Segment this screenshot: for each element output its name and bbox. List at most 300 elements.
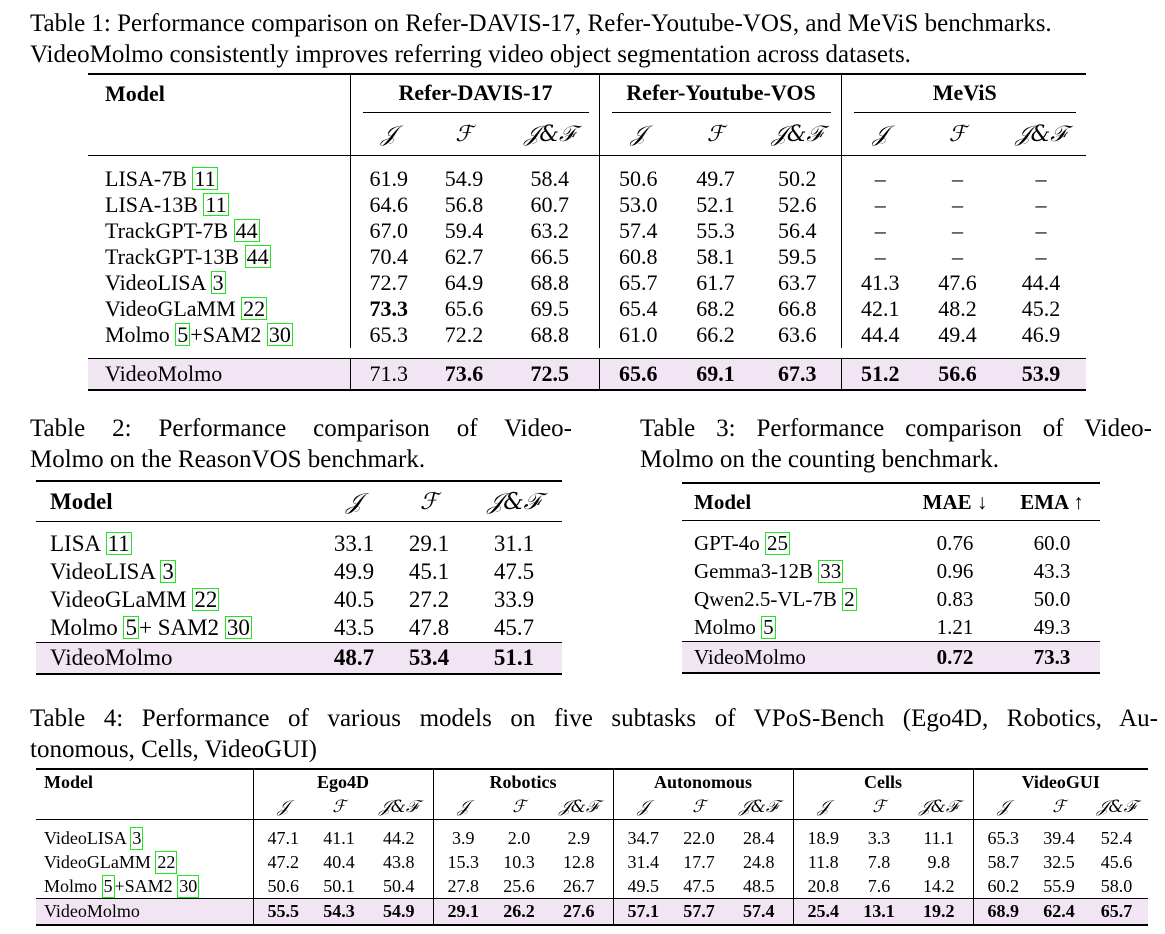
value-cell: – xyxy=(841,218,919,244)
value-cell: 2.0 xyxy=(493,820,545,851)
value-cell: 20.8 xyxy=(793,874,853,899)
table1-metric-header-row xyxy=(88,113,1086,156)
value-cell: 66.2 xyxy=(696,322,735,347)
value-cell: 22.0 xyxy=(673,820,725,851)
value-cell: – xyxy=(841,192,919,218)
value-cell: 7.6 xyxy=(867,875,891,896)
highlight-row xyxy=(36,899,1148,926)
metric-header: 𝒥 xyxy=(793,795,853,820)
value-cell: 60.7 xyxy=(530,192,569,217)
value-cell: 66.8 xyxy=(778,296,817,321)
model-name: VideoGLaMM xyxy=(105,296,236,321)
citation: 11 xyxy=(194,166,216,191)
model-joiner: + SAM2 xyxy=(138,615,220,640)
value-cell: 71.3 xyxy=(350,359,427,391)
metric-header: 𝒥 xyxy=(433,795,493,820)
value-cell: 29.1 xyxy=(433,899,493,926)
citation: 25 xyxy=(767,530,788,555)
value-cell: 61.9 xyxy=(350,156,427,193)
table1-caption-line1: Table 1: Performance comparison on Refer-DAVIS-17, Refer-Youtube-VOS, and MeViS benchmarks. xyxy=(30,10,1052,37)
value-cell: 47.2 xyxy=(253,850,313,874)
value-cell: 56.6 xyxy=(919,359,996,391)
metric-header: ℱ xyxy=(1052,797,1066,817)
model-name: Molmo xyxy=(694,614,756,639)
metric-header: 𝒥&ℱ xyxy=(524,121,576,147)
value-cell: 68.2 xyxy=(696,296,735,321)
value-cell: 66.5 xyxy=(530,244,569,269)
spacer xyxy=(88,348,1086,359)
value-cell: 56.4 xyxy=(778,218,817,243)
value-cell: 10.3 xyxy=(503,851,535,872)
table1-group-header-row xyxy=(88,74,1086,113)
value-cell: – xyxy=(952,244,963,269)
model-cell xyxy=(682,521,906,558)
value-cell: 72.2 xyxy=(444,322,484,347)
value-cell: 57.4 xyxy=(725,899,793,926)
value-cell: 73.6 xyxy=(427,359,501,391)
model-name: LISA-7B xyxy=(105,166,187,191)
model-name: LISA-13B xyxy=(105,192,198,217)
value-cell: 53.4 xyxy=(392,643,466,675)
value-cell: 47.8 xyxy=(408,615,450,640)
group-header: Cells xyxy=(793,769,973,795)
metric-header: 𝒥 xyxy=(841,113,919,156)
value-cell: 0.76 xyxy=(936,530,974,555)
model-name: TrackGPT-7B xyxy=(105,218,229,243)
model-cell xyxy=(682,557,906,585)
table-row xyxy=(36,874,1148,899)
group-header-label: Refer-Youtube-VOS xyxy=(612,76,831,113)
model-cell: VideoMolmo xyxy=(682,642,906,674)
metric-header: 𝒥&ℱ xyxy=(1096,797,1137,817)
group-header-label: MeViS xyxy=(854,76,1077,113)
value-cell: – xyxy=(919,156,996,193)
value-cell: 55.9 xyxy=(1043,875,1075,896)
table-row xyxy=(88,218,1086,244)
model-cell xyxy=(88,244,350,270)
table-row xyxy=(682,613,1100,642)
value-cell: 41.1 xyxy=(313,820,365,851)
value-cell: 12.8 xyxy=(563,851,595,872)
empty-cell xyxy=(88,113,350,156)
table-row xyxy=(88,156,1086,193)
group-header: Autonomous xyxy=(613,769,793,795)
value-cell: – xyxy=(1035,244,1047,269)
value-cell: 15.3 xyxy=(433,850,493,874)
table4-metric-header-row xyxy=(36,795,1148,820)
value-cell: 49.3 xyxy=(1033,614,1071,639)
citation: 30 xyxy=(226,615,250,640)
citation: 5 xyxy=(763,614,774,639)
highlight-row xyxy=(36,643,562,675)
metric-header: ℱ xyxy=(332,797,346,817)
value-cell: 7.8 xyxy=(867,851,891,872)
metric-header: 𝒥 xyxy=(973,795,1033,820)
metric-header: 𝒥&ℱ xyxy=(771,121,823,147)
model-name: Molmo xyxy=(44,875,98,896)
group-header xyxy=(599,74,841,113)
value-cell: 60.8 xyxy=(599,244,677,270)
table-row xyxy=(682,521,1100,558)
citation: 22 xyxy=(243,296,266,321)
metric-header: ℱ xyxy=(392,481,466,522)
value-cell: 26.7 xyxy=(563,875,595,896)
value-cell: 58.0 xyxy=(1100,875,1133,896)
table3 xyxy=(682,482,1100,674)
table-row xyxy=(88,296,1086,322)
table-row xyxy=(88,322,1086,348)
citation: 3 xyxy=(212,270,224,295)
value-cell: 24.8 xyxy=(743,851,775,872)
value-cell: 69.5 xyxy=(530,296,569,321)
model-name: VideoGLaMM xyxy=(50,587,187,612)
table-row xyxy=(682,557,1100,585)
value-cell: 57.7 xyxy=(673,899,725,926)
value-cell: 11.8 xyxy=(793,850,853,874)
value-cell: 47.5 xyxy=(493,559,535,584)
value-cell: 25.6 xyxy=(503,875,535,896)
value-cell: 58.7 xyxy=(973,850,1033,874)
citation: 5 xyxy=(125,615,137,640)
citation: 22 xyxy=(157,851,176,872)
value-cell: 45.7 xyxy=(493,615,535,640)
value-cell: 67.3 xyxy=(754,359,841,391)
table4-group-header-row xyxy=(36,769,1148,795)
value-cell: 65.7 xyxy=(599,270,677,296)
value-cell: – xyxy=(1035,192,1047,217)
value-cell: 47.5 xyxy=(683,875,715,896)
value-cell: 50.4 xyxy=(383,875,415,896)
model-name: Gemma3-12B xyxy=(694,558,813,583)
model-joiner: +SAM2 xyxy=(114,875,173,896)
table4 xyxy=(36,768,1148,926)
citation: 5 xyxy=(177,322,189,347)
value-cell: 49.5 xyxy=(613,874,673,899)
value-cell: 50.0 xyxy=(1033,586,1071,611)
value-cell: 49.4 xyxy=(938,322,977,347)
metric-header: ℱ xyxy=(706,121,725,147)
value-cell: 59.4 xyxy=(444,218,484,243)
table-row xyxy=(36,850,1148,874)
table-row xyxy=(36,558,562,586)
value-cell: – xyxy=(996,156,1086,193)
metric-header: ℱ xyxy=(872,797,886,817)
value-cell: 62.7 xyxy=(444,244,484,269)
metric-header: 𝒥 xyxy=(599,113,677,156)
value-cell: 63.2 xyxy=(530,218,569,243)
model-name: VideoLISA xyxy=(50,559,155,584)
table2-caption-line2: Molmo on the ReasonVOS benchmark. xyxy=(30,446,426,473)
model-name: VideoLISA xyxy=(44,827,126,848)
value-cell: 27.8 xyxy=(433,874,493,899)
citation: 11 xyxy=(107,531,130,556)
table2 xyxy=(36,480,562,675)
value-cell: 17.7 xyxy=(683,851,715,872)
table2-header-row xyxy=(36,481,562,522)
value-cell: 41.3 xyxy=(841,270,919,296)
citation: 22 xyxy=(194,587,218,612)
value-cell: 43.5 xyxy=(333,615,375,640)
metric-header: 𝒥 xyxy=(253,795,313,820)
value-cell: – xyxy=(952,218,963,243)
model-cell xyxy=(88,192,350,218)
value-cell: 72.5 xyxy=(501,359,599,391)
table-row xyxy=(682,585,1100,613)
value-cell: 70.4 xyxy=(350,244,427,270)
table2-caption xyxy=(30,413,572,475)
group-header xyxy=(350,74,599,113)
table-row xyxy=(36,586,562,614)
value-cell: 48.5 xyxy=(743,875,775,896)
metric-header: 𝒥 xyxy=(316,481,392,522)
table3-header-row xyxy=(682,483,1100,521)
value-cell: 33.1 xyxy=(333,531,375,556)
citation: 3 xyxy=(162,559,174,584)
value-cell: 50.6 xyxy=(253,874,313,899)
value-cell: 65.4 xyxy=(599,296,677,322)
model-name: TrackGPT-13B xyxy=(105,244,240,269)
value-cell: 60.2 xyxy=(973,874,1033,899)
model-cell: VideoMolmo xyxy=(36,899,253,926)
model-cell xyxy=(36,586,316,614)
model-cell: VideoMolmo xyxy=(88,359,350,391)
model-name: Molmo xyxy=(50,615,118,640)
value-cell: 68.9 xyxy=(973,899,1033,926)
model-name: Molmo xyxy=(105,322,170,347)
table-row xyxy=(88,244,1086,270)
model-cell xyxy=(88,296,350,322)
value-cell: 65.7 xyxy=(1085,899,1148,926)
value-cell: 11.1 xyxy=(905,820,973,851)
value-cell: 52.6 xyxy=(778,192,817,217)
metric-header: ℱ xyxy=(512,797,526,817)
table-row xyxy=(36,614,562,643)
value-cell: 2.9 xyxy=(545,820,613,851)
value-cell: 14.2 xyxy=(923,875,955,896)
spacer-row xyxy=(88,348,1086,359)
model-cell xyxy=(682,585,906,613)
model-cell xyxy=(36,614,316,643)
value-cell: 65.3 xyxy=(973,820,1033,851)
model-cell xyxy=(36,850,253,874)
value-cell: 40.5 xyxy=(333,587,375,612)
metric-header: 𝒥&ℱ xyxy=(919,797,959,817)
value-cell: 63.7 xyxy=(778,270,817,295)
citation: 11 xyxy=(205,192,227,217)
table1-caption xyxy=(30,8,1158,70)
value-cell: 64.6 xyxy=(350,192,427,218)
value-cell: 42.1 xyxy=(841,296,919,322)
citation: 30 xyxy=(268,322,291,347)
model-name: GPT-4o xyxy=(694,530,760,555)
value-cell: – xyxy=(1035,218,1047,243)
group-header: Robotics xyxy=(433,769,613,795)
value-cell: 72.7 xyxy=(350,270,427,296)
group-header-label: Refer-DAVIS-17 xyxy=(363,76,589,113)
metric-header: 𝒥&ℱ xyxy=(1015,121,1067,147)
value-cell: 3.3 xyxy=(853,820,905,851)
value-cell: 9.8 xyxy=(927,851,950,872)
citation: 44 xyxy=(246,244,269,269)
model-cell xyxy=(36,558,316,586)
value-cell: – xyxy=(841,244,919,270)
value-cell: 67.0 xyxy=(350,218,427,244)
value-cell: 44.4 xyxy=(1021,270,1061,295)
metric-header: ℱ xyxy=(948,121,967,147)
value-cell: 0.72 xyxy=(906,642,1004,674)
value-cell: 45.6 xyxy=(1100,851,1133,872)
value-cell: 49.9 xyxy=(333,559,375,584)
value-cell: 3.9 xyxy=(433,820,493,851)
table3-caption xyxy=(640,413,1152,475)
value-cell: 39.4 xyxy=(1033,820,1085,851)
value-cell: 61.7 xyxy=(696,270,735,295)
model-name: Qwen2.5-VL-7B xyxy=(694,586,837,611)
value-cell: 44.2 xyxy=(365,820,433,851)
model-cell xyxy=(36,820,253,851)
value-cell: 60.0 xyxy=(1033,530,1071,555)
group-header xyxy=(841,74,1086,113)
value-cell: 55.5 xyxy=(253,899,313,926)
value-cell: 27.2 xyxy=(408,587,450,612)
value-cell: 58.1 xyxy=(696,244,735,269)
table4-caption-line1: Table 4: Performance of various models on five subtasks of VPoS-Bench (Ego4D, Robotics, Au- xyxy=(30,705,1158,732)
metric-header: ℱ xyxy=(455,121,473,147)
highlight-row xyxy=(88,359,1086,391)
value-cell: 68.8 xyxy=(530,270,569,295)
model-header: Model xyxy=(682,483,906,521)
value-cell: 49.7 xyxy=(677,156,754,193)
value-cell: 13.1 xyxy=(853,899,905,926)
value-cell: 28.4 xyxy=(725,820,793,851)
model-header: Model xyxy=(36,481,316,522)
table2-caption-line1: Table 2: Performance comparison of Video- xyxy=(30,415,572,442)
citation: 5 xyxy=(103,875,113,896)
table4-caption xyxy=(30,703,1158,765)
value-cell: 63.6 xyxy=(778,322,817,347)
metric-header: 𝒥&ℱ xyxy=(379,797,419,817)
value-cell: 51.1 xyxy=(466,643,562,675)
value-cell: 50.6 xyxy=(599,156,677,193)
metric-header: MAE ↓ xyxy=(906,483,1004,521)
value-cell: 53.0 xyxy=(599,192,677,218)
value-cell: 53.9 xyxy=(996,359,1086,391)
value-cell: 73.3 xyxy=(350,296,427,322)
table-row xyxy=(88,192,1086,218)
value-cell: 45.1 xyxy=(408,559,450,584)
value-cell: 46.9 xyxy=(1021,322,1061,347)
value-cell: 27.6 xyxy=(545,899,613,926)
model-name: LISA xyxy=(50,531,100,556)
metric-header: ℱ xyxy=(692,797,706,817)
table3-caption-line2: Molmo on the counting benchmark. xyxy=(640,446,999,473)
value-cell: 50.2 xyxy=(754,156,841,193)
value-cell: 50.1 xyxy=(323,875,355,896)
metric-header: 𝒥&ℱ xyxy=(466,481,562,522)
value-cell: 57.1 xyxy=(613,899,673,926)
model-cell xyxy=(36,522,316,559)
table-row xyxy=(36,820,1148,851)
citation: 2 xyxy=(844,586,855,611)
value-cell: 68.8 xyxy=(530,322,569,347)
table4-caption-line2: tonomous, Cells, VideoGUI) xyxy=(30,736,317,763)
group-header: Ego4D xyxy=(253,769,433,795)
value-cell: 64.9 xyxy=(444,270,484,295)
empty-cell xyxy=(36,795,253,820)
value-cell: 43.3 xyxy=(1033,558,1071,583)
value-cell: 58.4 xyxy=(501,156,599,193)
value-cell: 55.3 xyxy=(696,218,735,243)
value-cell: 56.8 xyxy=(444,192,484,217)
value-cell: 65.6 xyxy=(444,296,484,321)
table1-caption-line2: VideoMolmo consistently improves referring video object segmentation across datasets. xyxy=(30,41,911,68)
value-cell: 47.6 xyxy=(938,270,977,295)
citation: 3 xyxy=(132,827,142,848)
value-cell: 26.2 xyxy=(493,899,545,926)
metric-header: 𝒥&ℱ xyxy=(739,797,779,817)
value-cell: 59.5 xyxy=(778,244,817,269)
value-cell: 65.6 xyxy=(599,359,677,391)
value-cell: 31.4 xyxy=(613,850,673,874)
model-cell xyxy=(88,270,350,296)
model-name: VideoGLaMM xyxy=(44,851,151,872)
value-cell: 29.1 xyxy=(408,531,450,556)
value-cell: 47.1 xyxy=(253,820,313,851)
metric-header: EMA ↑ xyxy=(1004,483,1100,521)
value-cell: 44.4 xyxy=(841,322,919,348)
model-cell xyxy=(88,218,350,244)
value-cell: 51.2 xyxy=(841,359,919,391)
value-cell: 33.9 xyxy=(493,587,535,612)
value-cell: 45.2 xyxy=(1021,296,1061,321)
group-header: VideoGUI xyxy=(973,769,1148,795)
value-cell: 54.3 xyxy=(313,899,365,926)
model-header: Model xyxy=(36,769,253,795)
value-cell: – xyxy=(841,156,919,193)
citation: 33 xyxy=(820,558,842,583)
model-name: VideoLISA xyxy=(105,270,206,295)
citation: 44 xyxy=(235,218,258,243)
model-cell xyxy=(88,322,350,348)
model-joiner: +SAM2 xyxy=(190,322,262,347)
value-cell: 62.4 xyxy=(1033,899,1085,926)
value-cell: 40.4 xyxy=(323,851,355,872)
table-row xyxy=(36,522,562,559)
table1 xyxy=(88,73,1086,391)
metric-header: 𝒥 xyxy=(350,113,427,156)
value-cell: 52.4 xyxy=(1085,820,1148,851)
table-row xyxy=(88,270,1086,296)
highlight-row xyxy=(682,642,1100,674)
model-cell xyxy=(682,613,906,642)
value-cell: – xyxy=(952,192,963,217)
value-cell: 52.1 xyxy=(696,192,735,217)
value-cell: 0.96 xyxy=(936,558,974,583)
citation: 30 xyxy=(179,875,198,896)
model-header: Model xyxy=(88,74,350,113)
value-cell: 54.9 xyxy=(427,156,501,193)
metric-header: 𝒥 xyxy=(613,795,673,820)
value-cell: 48.2 xyxy=(938,296,977,321)
value-cell: 25.4 xyxy=(793,899,853,926)
value-cell: 48.7 xyxy=(316,643,392,675)
value-cell: 54.9 xyxy=(365,899,433,926)
metric-header: 𝒥&ℱ xyxy=(559,797,599,817)
value-cell: 34.7 xyxy=(613,820,673,851)
model-cell: VideoMolmo xyxy=(36,643,316,675)
value-cell: 18.9 xyxy=(793,820,853,851)
value-cell: 32.5 xyxy=(1043,851,1075,872)
